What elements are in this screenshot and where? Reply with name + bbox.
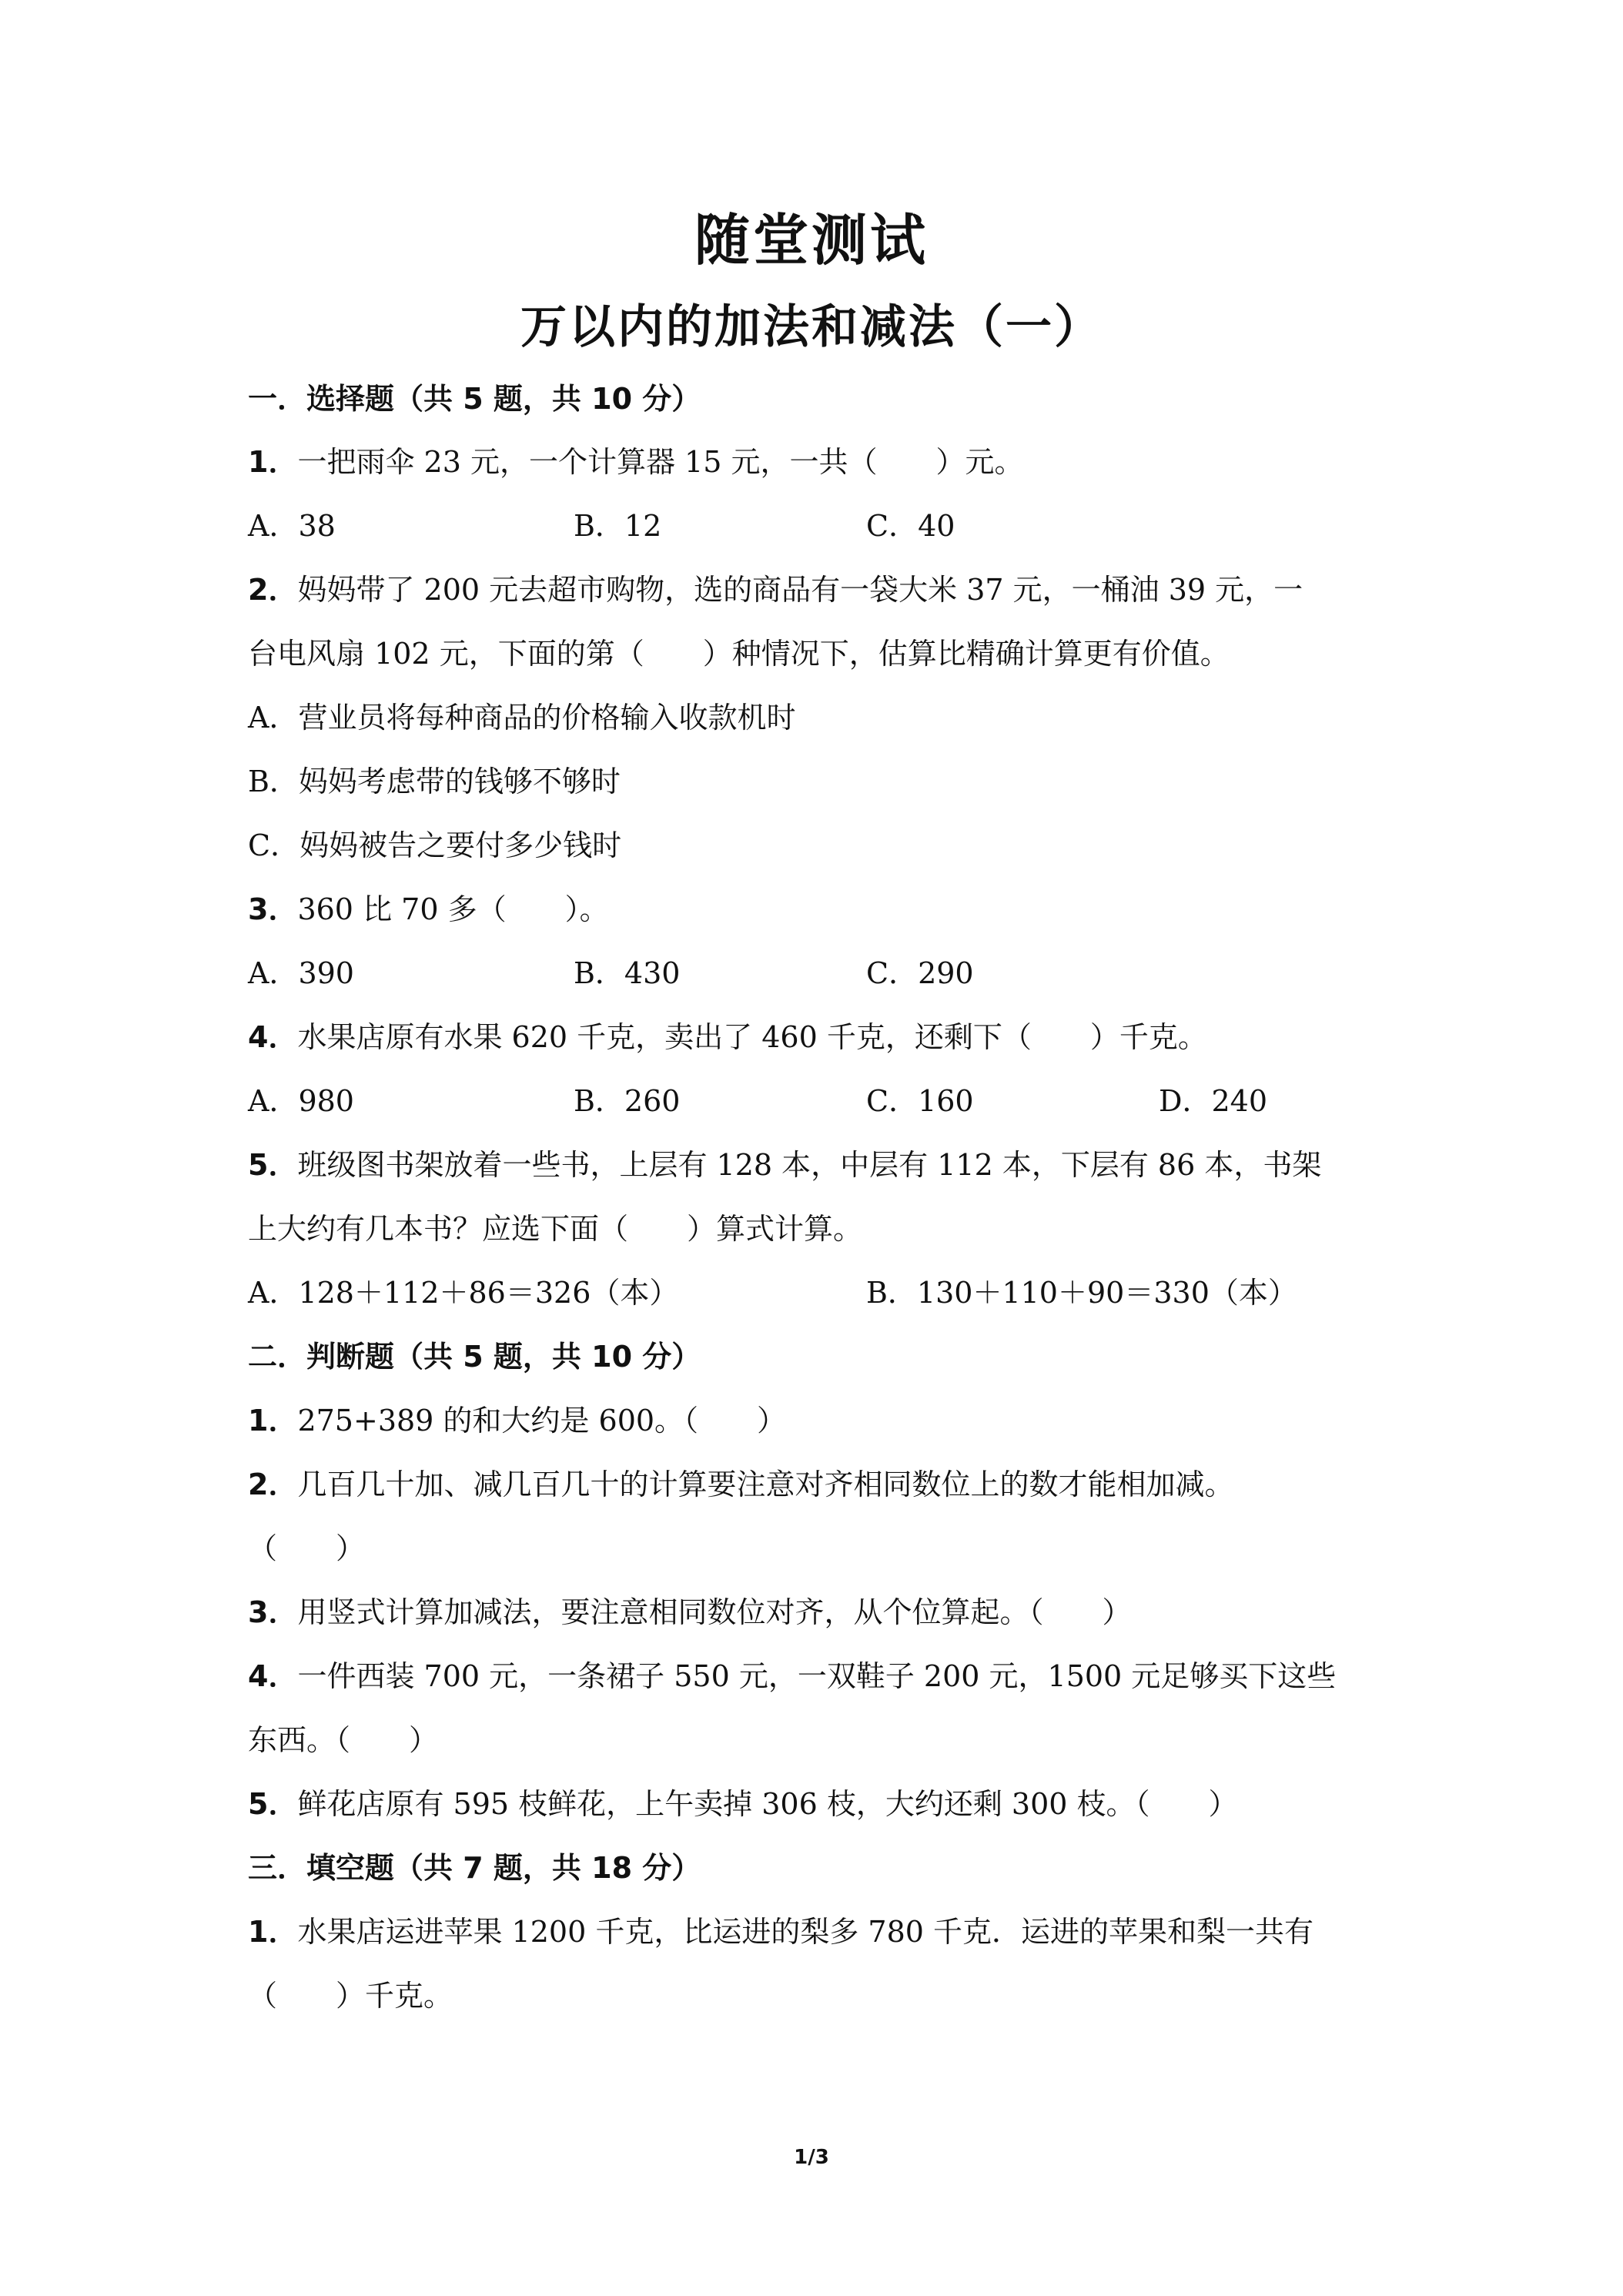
question-text: 一把雨伞 23 元，一个计算器 15 元，一共（ ）元。	[297, 445, 1024, 479]
question-text: 水果店运进苹果 1200 千克，比运进的梨多 780 千克．运进的苹果和梨一共有	[297, 1915, 1314, 1949]
page-subtitle: 万以内的加法和减法（一）	[520, 300, 1103, 354]
choice-option: C．40	[866, 509, 955, 543]
question-text: 几百几十加、减几百几十的计算要注意对齐相同数位上的数才能相加减。	[297, 1468, 1234, 1501]
question-text: 鲜花店原有 595 枝鲜花，上午卖掉 306 枝，大约还剩 300 枝。（ ）	[297, 1787, 1238, 1821]
choice-option: A．38	[248, 509, 336, 543]
question-number: 4．	[248, 1020, 298, 1054]
question-number: 3．	[248, 1595, 298, 1629]
question-text: 妈妈带了 200 元去超市购物，选的商品有一袋大米 37 元，一桶油 39 元，一	[297, 573, 1303, 607]
question-number: 4．	[248, 1659, 298, 1693]
choice-option: C．妈妈被告之要付多少钱时	[248, 828, 622, 862]
question-number: 1．	[248, 1915, 298, 1949]
question-text-continued: （ ）	[248, 1531, 366, 1565]
choice-option: D．240	[1159, 1084, 1267, 1118]
section-heading-fill: 三．填空题（共 7 题，共 18 分）	[248, 1851, 701, 1885]
question-text: 一件西装 700 元，一条裙子 550 元，一双鞋子 200 元，1500 元足够买下这些	[297, 1659, 1337, 1693]
judge-question-3	[248, 1591, 1131, 1634]
section-heading-judge: 二．判断题（共 5 题，共 10 分）	[248, 1340, 701, 1374]
judge-question-4	[248, 1655, 1336, 1698]
judge-question-5	[248, 1782, 1238, 1826]
question-number: 2．	[248, 573, 298, 607]
choice-option: A．128＋112＋86＝326（本）	[248, 1276, 679, 1310]
choice-option: C．160	[866, 1084, 974, 1118]
choice-option: B．430	[574, 956, 681, 990]
choice-question-2	[248, 568, 1303, 611]
choice-option: A．390	[248, 956, 354, 990]
choice-option: B．妈妈考虑带的钱够不够时	[248, 765, 621, 798]
question-number: 1．	[248, 1404, 298, 1438]
question-text: 用竖式计算加减法，要注意相同数位对齐，从个位算起。（ ）	[297, 1595, 1132, 1629]
question-text-continued: 台电风扇 102 元，下面的第（ ）种情况下，估算比精确计算更有价值。	[248, 637, 1230, 671]
question-number: 5．	[248, 1787, 298, 1821]
choice-question-4	[248, 1016, 1207, 1059]
judge-question-2	[248, 1463, 1233, 1506]
choice-question-5	[248, 1143, 1321, 1186]
fill-question-1	[248, 1910, 1313, 1953]
question-text-continued: （ ）千克。	[248, 1979, 453, 2013]
question-text: 275+389 的和大约是 600。（ ）	[297, 1404, 787, 1438]
choice-option: A．980	[248, 1084, 354, 1118]
question-number: 5．	[248, 1148, 298, 1182]
choice-question-1	[248, 440, 1023, 484]
question-number: 1．	[248, 445, 298, 479]
section-heading-choice: 一．选择题（共 5 题，共 10 分）	[248, 382, 701, 416]
page-number: 1/3	[794, 2146, 829, 2169]
choice-option: B．12	[574, 509, 662, 543]
judge-question-1	[248, 1399, 786, 1442]
question-text: 水果店原有水果 620 千克，卖出了 460 千克，还剩下（ ）千克。	[297, 1020, 1207, 1054]
choice-option: C．290	[866, 956, 974, 990]
question-text-continued: 东西。（ ）	[248, 1723, 439, 1757]
choice-question-3	[248, 888, 609, 931]
choice-option: B．260	[574, 1084, 681, 1118]
choice-option: A．营业员将每种商品的价格输入收款机时	[248, 701, 796, 735]
question-text-continued: 上大约有几本书？应选下面（ ）算式计算。	[248, 1212, 863, 1246]
question-text: 班级图书架放着一些书，上层有 128 本，中层有 112 本，下层有 86 本，书架	[297, 1148, 1322, 1182]
question-text: 360 比 70 多（ ）。	[297, 892, 609, 926]
choice-option: B．130＋110＋90＝330（本）	[866, 1276, 1297, 1310]
page-title: 随堂测试	[694, 208, 929, 273]
question-number: 3．	[248, 892, 298, 926]
question-number: 2．	[248, 1468, 298, 1501]
